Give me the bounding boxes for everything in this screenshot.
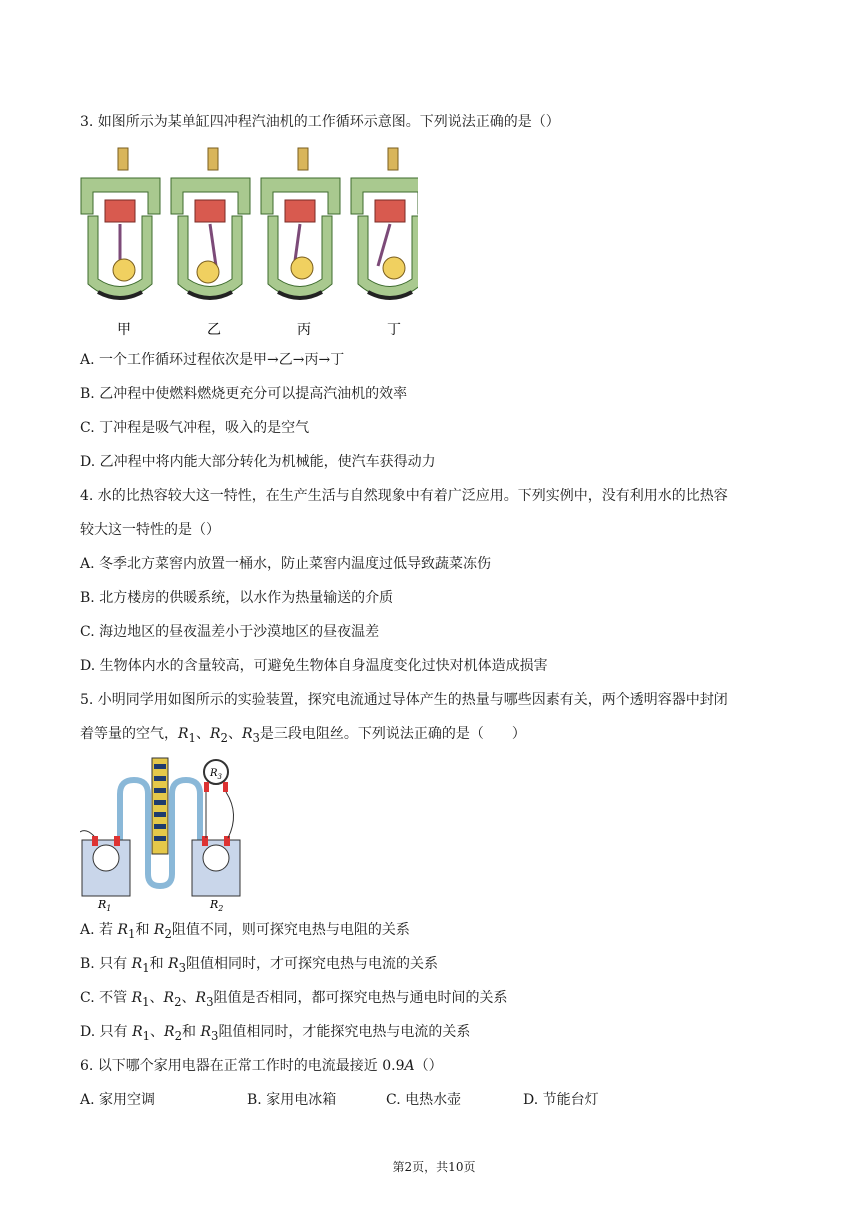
q5-option-b: B. 只有 $R_1$和 $R_3$阻值相同时，才可探究电热与电流的关系 xyxy=(80,956,439,975)
q4-stem-line1: 4. 水的比热容较大这一特性，在生产生活与自然现象中有着广泛应用。下列实例中，没有利用水的比热容 xyxy=(80,488,728,504)
joule-heating-apparatus-figure xyxy=(80,754,250,914)
q3-stem: 3. 如图所示为某单缸四冲程汽油机的工作循环示意图。下列说法正确的是（） xyxy=(80,114,560,130)
q4-stem-line2: 较大这一特性的是（） xyxy=(80,522,220,538)
page-footer: 第2页，共10页 xyxy=(392,1160,476,1174)
q4-option-a: A. 冬季北方菜窖内放置一桶水，防止菜窖内温度过低导致蔬菜冻伤 xyxy=(80,556,492,572)
engine-diagram-ding xyxy=(351,148,418,298)
q3-option-d: D. 乙冲程中将内能大部分转化为机械能，使汽车获得动力 xyxy=(80,454,436,470)
q5-option-a: A. 若 $R_1$和 $R_2$阻值不同，则可探究电热与电阻的关系 xyxy=(80,922,410,941)
q6-stem: 6. 以下哪个家用电器在正常工作时的电流最接近 0.9A（） xyxy=(80,1058,443,1074)
engine-label-yi: 乙 xyxy=(207,322,221,338)
engine-cycle-figure xyxy=(78,144,418,342)
q4-option-c: C. 海边地区的昼夜温差小于沙漠地区的昼夜温差 xyxy=(80,624,380,640)
q4-option-d: D. 生物体内水的含量较高，可避免生物体自身温度变化过快对机体造成损害 xyxy=(80,658,548,674)
engine-diagram-jia xyxy=(81,148,160,298)
r3-label: $R_3$ xyxy=(210,768,222,781)
q3-option-a: A. 一个工作循环过程依次是甲→乙→丙→丁 xyxy=(80,352,345,368)
r1-label: $R_1$ xyxy=(98,898,112,913)
engine-diagram-yi xyxy=(171,148,250,298)
q5-option-c: C. 不管 $R_1$、$R_2$、$R_3$阻值是否相同，都可探究电热与通电时间的关系 xyxy=(80,990,508,1009)
r2-label: $R_2$ xyxy=(210,898,224,913)
q6-option-a: A. 家用空调 xyxy=(80,1092,156,1108)
q5-option-d: D. 只有 $R_1$、$R_2$和 $R_3$阻值相同时，才能探究电热与电流的关系 xyxy=(80,1024,471,1043)
engine-diagram-bing xyxy=(261,148,340,298)
q3-option-b: B. 乙冲程中使燃料燃烧更充分可以提高汽油机的效率 xyxy=(80,386,408,402)
engine-label-bing: 丙 xyxy=(297,322,311,338)
q4-option-b: B. 北方楼房的供暖系统，以水作为热量输送的介质 xyxy=(80,590,394,606)
q6-option-b: B. 家用电冰箱 xyxy=(247,1092,337,1108)
q6-option-c: C. 电热水壶 xyxy=(386,1092,462,1108)
q6-option-d: D. 节能台灯 xyxy=(523,1092,599,1108)
q5-stem-line1: 5. 小明同学用如图所示的实验装置，探究电流通过导体产生的热量与哪些因素有关，两个透明容器中封闭 xyxy=(80,692,728,708)
q5-stem-line2: 着等量的空气，$R_1$、$R_2$、$R_3$是三段电阻丝。下列说法正确的是（ ） xyxy=(80,726,526,745)
engine-label-jia: 甲 xyxy=(117,322,131,338)
engine-label-ding: 丁 xyxy=(387,322,401,338)
q3-option-c: C. 丁冲程是吸气冲程，吸入的是空气 xyxy=(80,420,310,436)
